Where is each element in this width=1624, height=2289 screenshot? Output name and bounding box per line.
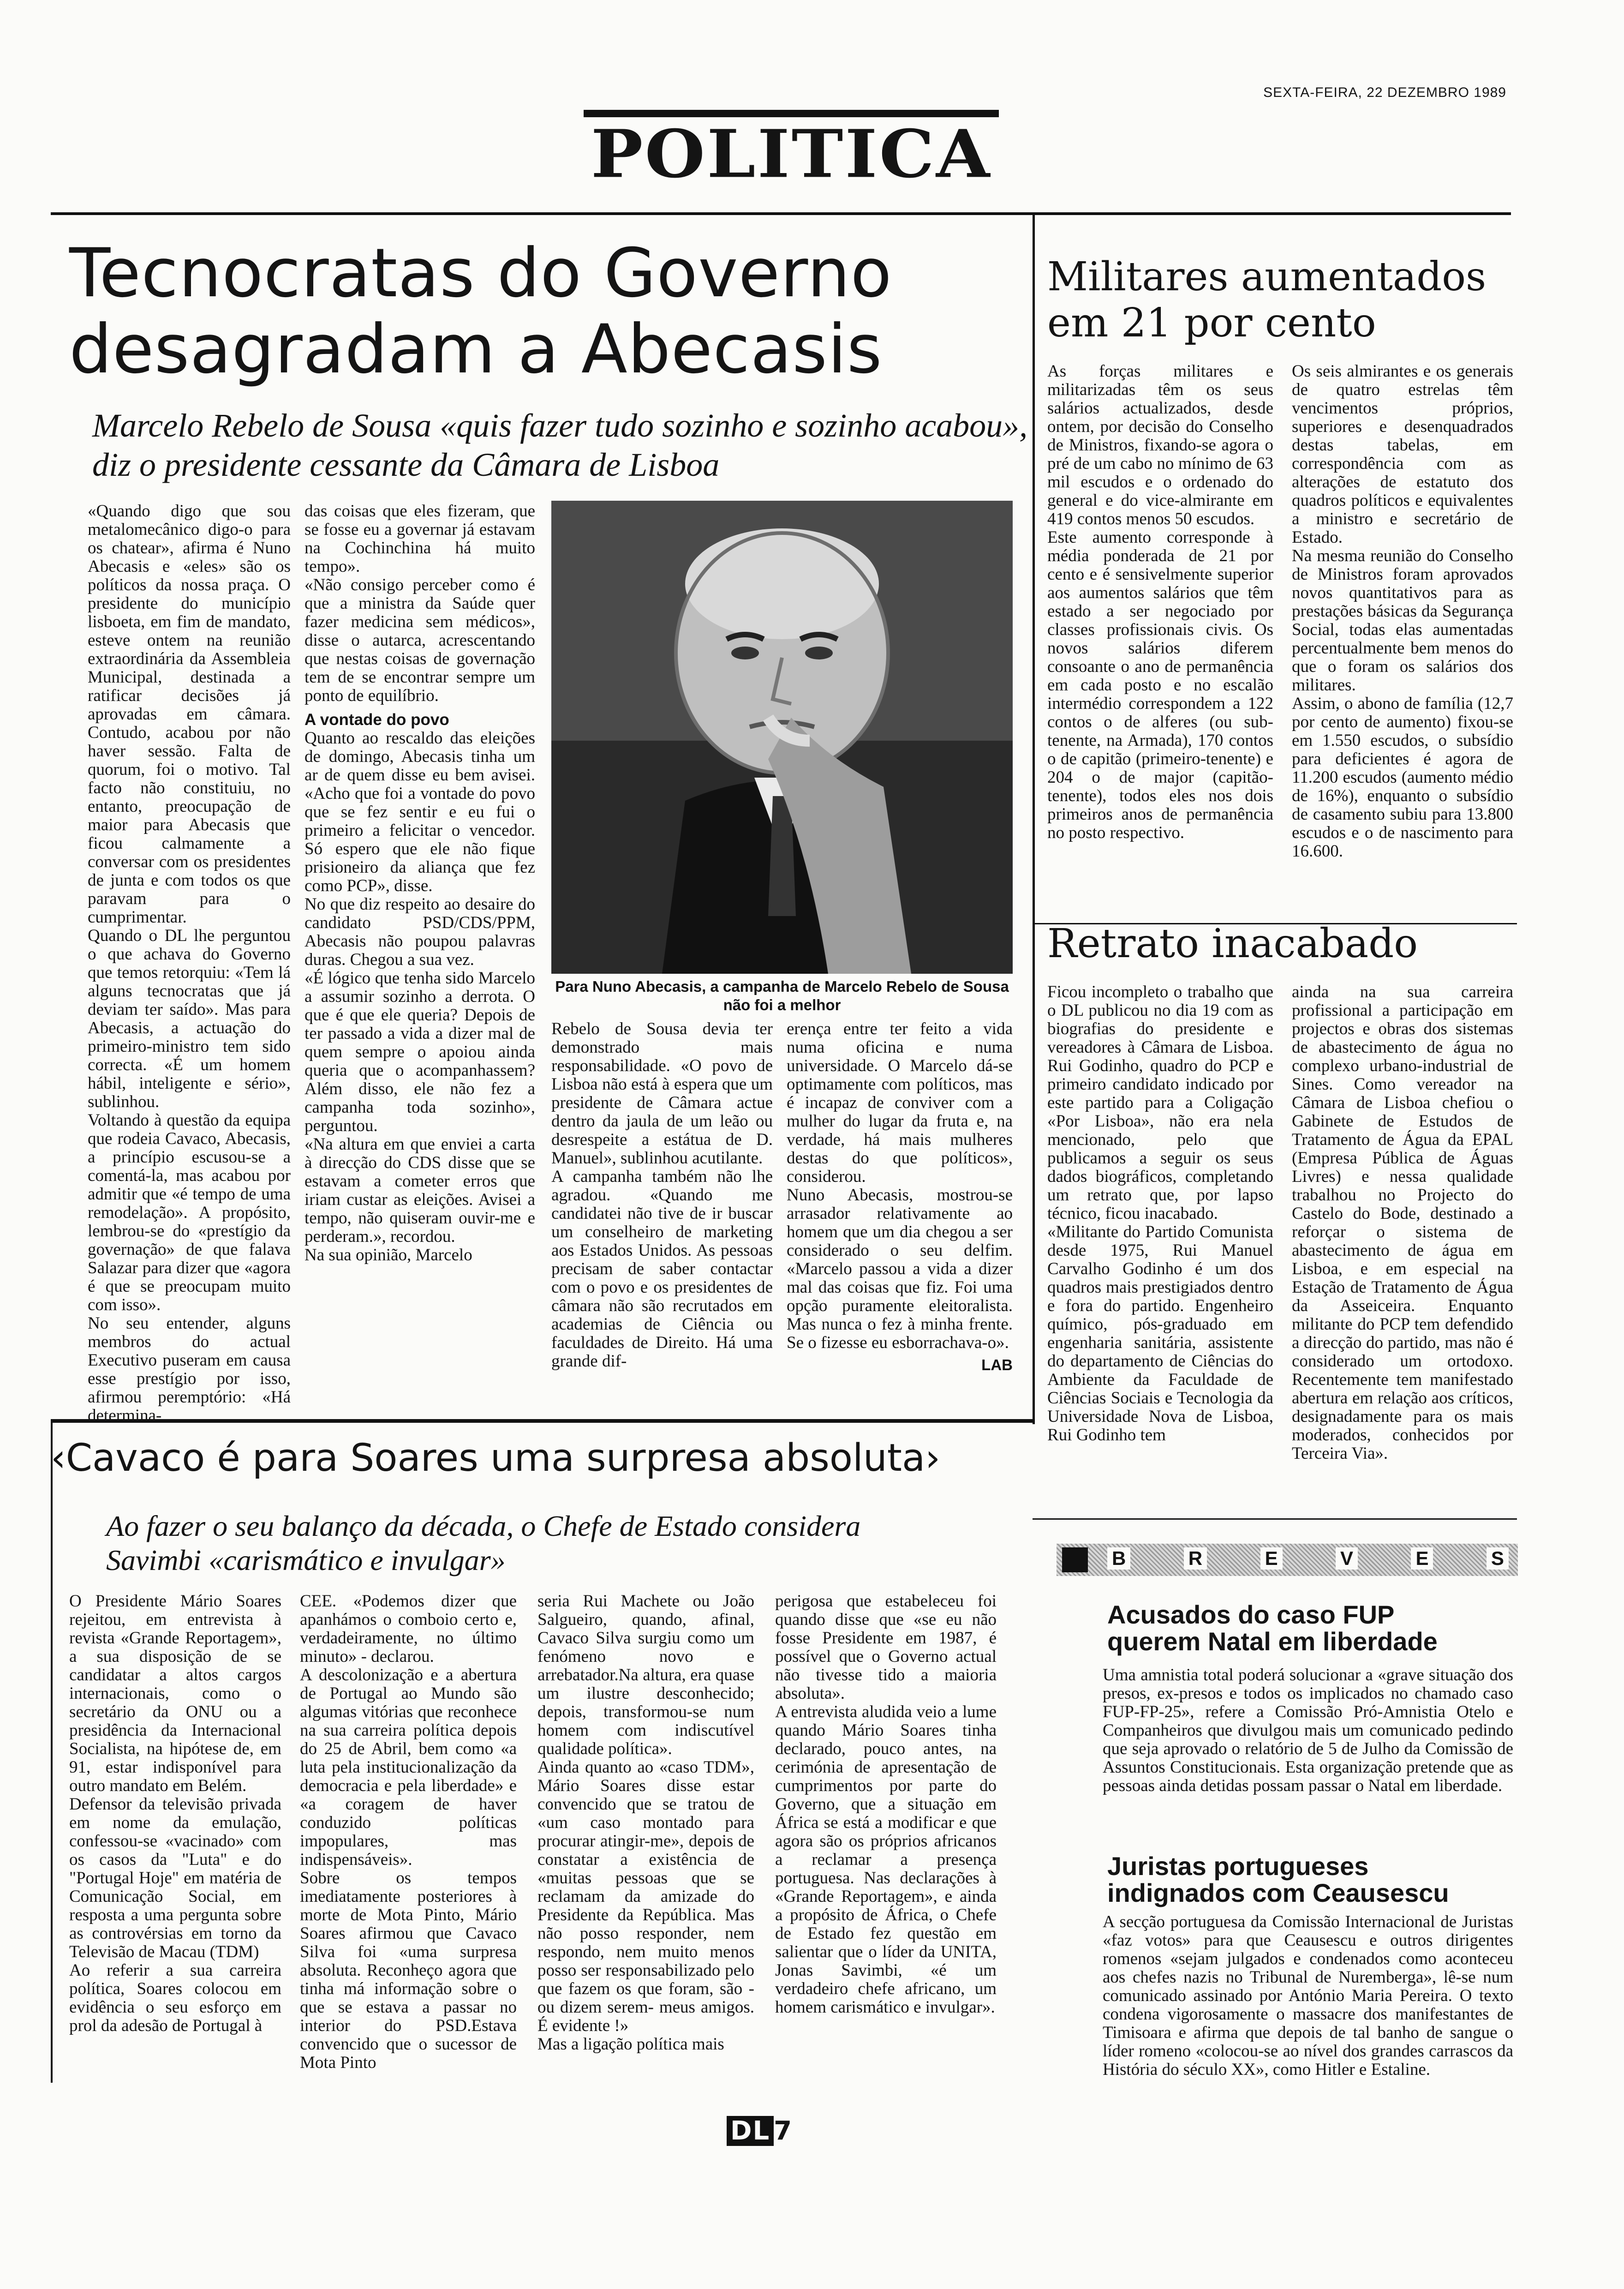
main-subheadline: Marcelo Rebelo de Sousa «quis fazer tudo sozinho e sozinho acabou», diz o presidente cessante da Câmara de Lisboa [92, 407, 1028, 483]
retrato-headline: Retrato inacabado [1047, 921, 1418, 967]
retrato-column-2: ainda na sua carreira profissional a participação em projectos e obras dos sistemas de abastecimento de água no complexo urbano-industrial de Sines. Como vereador na Câmara de Lisboa chefiou o Gabinete de Estudos de Tratamento de Água da EPAL (Empresa Pública de Águas Livres) e nessa qualidade trabalhou no Projecto do Castelo do Bode, destinado a reforçar o sistema de abastecimento de água em Lisboa, e em especial na Estação de Tratamento de Água da Asseiceira. Enquanto militante do PCP tem defendido a direcção do partido, mas não é considerado um ortodoxo. Recentemente tem manifestado abertura em relação aos críticos, designadamente para os mais moderados, conhecidos por Terceira Via». [1292, 983, 1513, 1463]
breve-2-body: A secção portuguesa da Comissão Internacional de Juristas «faz votos» para que Ceausescu e outros dirigentes romenos «sejam julgados e condenados como aconteceu aos chefes nazis no Tribunal de Nuremberga», lê-se num comunicado assinado por António Maria Pereira. O texto condena vigorosamente o massacre dos manifestantes de Timisoara e afirma que depois de tal banho de sangue o líder romeno «colocou-se ao nível dos grandes carrascos da História do século XX», como Hitler e Estaline. [1103, 1912, 1513, 2079]
breves-letter: V [1336, 1547, 1358, 1570]
breve-1-headline: Acusados do caso FUP querem Natal em liberdade [1107, 1600, 1438, 1656]
page-number: 7 [774, 2116, 792, 2146]
cavaco-column-4: perigosa que estabeleceu foi quando disse que «se eu não fosse Presidente em 1987, é possível que o Governo actual não tivesse tido a maioria absoluta». A entrevista aludida veio a lume quando Mário Soares tinha declarado, pouco antes, na cerimónia de apresentação de cumprimentos por parte do Governo, que a situação em África se está a modificar e que agora são os próprios africanos a reclamar a presença portuguesa. Nas declarações à «Grande Reportagem», e ainda a propósito de África, o Chefe de Estado fez questão em salientar que o líder da UNITA, Jonas Savimbi, «é um verdadeiro chefe africano, um homem carismático e invulgar». [775, 1592, 997, 2017]
date-line: SEXTA-FEIRA, 22 DEZEMBRO 1989 [1263, 85, 1506, 100]
breves-letter: S [1487, 1547, 1509, 1570]
main-column-2-text-a: das coisas que eles fizeram, que se fosse eu a governar já estavam na Cochinchina há muito tempo». «Não consigo perceber como é que a ministra da Saúde quer fazer medicina sem médicos», disse o autarca, acrescentando que nestas coisas de governação tem de se encontrar sempre um ponto de equilíbrio. [304, 502, 535, 705]
section-title: POLITICA [591, 115, 992, 193]
main-article-column-2 [304, 502, 535, 1264]
portrait-image [551, 501, 1013, 974]
breve-1-body: Uma amnistia total poderá solucionar a «grave situação dos presos, ex-presos e todos os implicados no chamado caso FUP-FP-25», refere a Comissão Pró-Amnistia Otelo e Companheiros que divulgou mais um comunicado pedindo que seja aprovado o relatório de 5 de Julho da Comissão de Assuntos Constitucionais. Esta organização pretende que as pessoas ainda detidas possam passar o Natal em liberdade. [1103, 1666, 1513, 1795]
cavaco-column-2: CEE. «Podemos dizer que apanhámos o comboio certo e, verdadeiramente, no último minuto» - declarou. A descolonização e a abertura de Portugal ao Mundo são algumas vitórias que reconhece na sua carreira política depois do 25 de Abril, bem como «a luta pela institucionalização da democracia e pela liberdade» e «a coragem de haver conduzido políticas impopulares, mas indispensáveis». Sobre os tempos imediatamente posteriores à morte de Mota Pinto, Mário Soares afirmou que Cavaco Silva foi «uma surpresa absoluta. Reconheço agora que tinha má informação sobre o que se estava a passar no interior do PSD.Estava convencido que o sucessor de Mota Pinto [300, 1592, 517, 2072]
abecasis-photo [551, 501, 1013, 974]
cavaco-column-1: O Presidente Mário Soares rejeitou, em entrevista à revista «Grande Reportagem», a sua disposição de se candidatar a altos cargos internacionais, como o secretário da ONU ou a presidência da Internacional Socialista, na hipótese de, em 91, estar indisponível para outro mandato em Belém. Defensor da televisão privada em nome da emulação, confessou-se «vacinado» com os casos da "Luta" e do "Portugal Hoje" em matéria de Comunicação Social, em resposta a uma pergunta sobre as controvérsias em torno da Televisão de Macau (TDM) Ao referir a sua carreira política, Soares colocou em evidência o seu esforço em prol da adesão de Portugal à [69, 1592, 281, 2035]
retrato-column-1: Ficou incompleto o trabalho que o DL publicou no dia 19 com as biografias do presidente e vereadores à Câmara de Lisboa. Rui Godinho, quadro do PCP e primeiro candidato indicado por este partido para a Coligação «Por Lisboa», não era nela mencionado, pelo que publicamos a seguir os seus dados biográficos, completando um retrato que, por lapso técnico, ficou inacabado. «Militante do Partido Comunista desde 1975, Rui Manuel Carvalho Godinho é um dos quadros mais prestigiados dentro e fora do partido. Engenheiro químico, pós-graduado em engenharia sanitária, assistente do departamento de Ciências do Ambiente da Faculdade de Ciências Sociais e Tecnologia da Universidade Nova de Lisboa, Rui Godinho tem [1047, 983, 1273, 1444]
cavaco-column-3: seria Rui Machete ou João Salgueiro, quando, afinal, Cavaco Silva surgiu como um fenómeno novo e arrebatador.Na altura, era quase um ilustre desconhecido; depois, transformou-se num homem com indiscutível qualidade política». Ainda quanto ao «caso TDM», Mário Soares disse estar convencido que se tratou de «um caso montado para procurar atingir-me», depois de constatar a existência de «muitas pessoas que se reclamam da amizade do Presidente da República. Mas não posso responder, nem respondo, nem muito menos posso ser responsabilizado pelo que fazem os que foram, são -ou dizem serem- meus amigos. É evidente !» Mas a ligação política mais [537, 1592, 754, 2054]
breves-letter: R [1184, 1547, 1207, 1570]
main-article-column-1: «Quando digo que sou metalomecânico digo-o para os chatear», afirma é Nuno Abecasis e «eles» são os políticos da nossa praça. O presidente do município lisboeta, em fim de mandato, esteve ontem na reunião extraordinária da Assembleia Municipal, destinada a ratificar decisões já aprovadas em câmara. Contudo, acabou por não haver sessão. Falta de quorum, foi o motivo. Tal facto não constituiu, no entanto, preocupação de maior para Abecasis que ficou calmamente a conversar com os presidentes de junta e com todos os que paravam para o cumprimentar. Quando o DL lhe perguntou o que achava do Governo que temos retorquiu: «Tem lá alguns tecnocratas que já deviam ter saído». Mas para Abecasis, a actuação do primeiro-ministro tem sido correcta. «É um homem hábil, inteligente e sério», sublinhou. Voltando à questão da equipa que rodeia Cavaco, Abecasis, a princípio escusou-se a comentá-la, mas acabou por admitir que «é tempo de uma remodelação». A propósito, lembrou-se do «prestígio da governação» de que falava Salazar para dizer que «agora é que se preocupam muito com isso». No seu entender, alguns membros do actual Executivo puseram em causa esse prestígio por isso, afirmou peremptório: «Há determina- [88, 502, 291, 1425]
right-column-bottom-rule [1033, 1518, 1517, 1520]
breves-title [1107, 1547, 1509, 1570]
main-headline: Tecnocratas do Governo desagradam a Abecasis [69, 234, 892, 389]
breves-banner [1057, 1544, 1518, 1576]
cavaco-side-rule [51, 1423, 53, 2083]
breves-marker [1062, 1547, 1088, 1572]
photo-caption: Para Nuno Abecasis, a campanha de Marcelo Rebelo de Sousa não foi a melhor [555, 978, 1009, 1013]
militares-column-1: As forças militares e militarizadas têm os seus salários actualizados, desde ontem, por decisão do Conselho de Ministros, fixando-se agora o pré de um cabo no mínimo de 63 mil escudos e o ordenado do general e do vice-almirante em 419 contos menos 50 escudos. Este aumento corresponde à média ponderada de 21 por cento e é sensivelmente superior aos aumentos salários que têm estado a ser negociado por classes profissionais civis. Os novos salários diferem consoante o ano de permanência em cada posto e no escalão intermédio correspondem a 122 contos o de alferes (ou sub-tenente, na Armada), 170 contos o de capitão (primeiro-tenente) e 204 o de major (capitão-tenente), todos eles nos dois primeiros anos de permanência no posto respectivo. [1047, 362, 1273, 842]
militares-headline: Militares aumentados em 21 por cento [1047, 254, 1487, 346]
breves-letter: E [1411, 1547, 1433, 1570]
breves-letter: E [1260, 1547, 1283, 1570]
main-article-column-3: Rebelo de Sousa devia ter demonstrado mais responsabilidade. «O povo de Lisboa não está à espera que um presidente de Câmara actue dentro da jaula de um leão ou desrespeite a estátua de D. Manuel», sublinhou acutilante. A campanha também não lhe agradou. «Quando me candidatei não tive de ir buscar um conselheiro de marketing aos Estados Unidos. As pessoas precisam de saber contactar com o povo e os presidentes de câmara não são recrutados em academias de Ciência ou faculdades de Direito. Há uma grande dif- [551, 1019, 773, 1371]
militares-column-2: Os seis almirantes e os generais de quatro estrelas têm vencimentos próprios, superiores e desenquadrados destas tabelas, em correspondência com as alterações de estatuto dos quadros políticos e equivalentes a ministro e secretário de Estado. Na mesma reunião do Conselho de Ministros foram aprovados novos quantitativos para as prestações básicas da Segurança Social, todas elas aumentadas percentualmente bem menos do que o foram os salários dos militares. Assim, o abono de família (12,7 por cento de aumento) fixou-se em 1.550 escudos, o subsídio para deficientes é agora de 11.200 escudos (aumento médio de 16%), enquanto o subsídio de casamento subiu para 13.800 escudos e o de nascimento para 16.600. [1292, 362, 1513, 861]
cavaco-headline: ‹Cavaco é para Soares uma surpresa absoluta› [51, 1436, 941, 1480]
top-rule [51, 212, 1511, 215]
dl-logo: DL [727, 2116, 774, 2146]
author-signature: LAB [981, 1356, 1013, 1373]
main-intertitle: A vontade do povo [304, 711, 449, 729]
main-article-column-4 [787, 1020, 1013, 1374]
breve-2-headline: Juristas portugueses indignados com Ceausescu [1107, 1852, 1449, 1907]
cavaco-subheadline: Ao fazer o seu balanço da década, o Chefe de Estado considera Savimbi «carismático e invulgar» [106, 1510, 861, 1576]
breves-letter: B [1107, 1547, 1130, 1570]
main-column-2-text-b: Quanto ao rescaldo das eleições de domingo, Abecasis tinha um ar de quem disse eu bem avisei. «Acho que foi a vontade do povo que se fez sentir e eu fui o primeiro a felicitar o vencedor. Só espero que ele não fique prisioneiro da aliança que fez como PCP», disse. No que diz respeito ao desaire do candidato PSD/CDS/PPM, Abecasis não poupou palavras duras. Chegou a sua vez. «É lógico que tenha sido Marcelo a assumir sozinho a derrota. O que é que ele queria? Depois de ter passado a vida a dizer mal de quem sempre o apoiou ainda queria que o acompanhassem? Além disso, ele não fez a campanha toda sozinho», perguntou. «Na altura em que enviei a carta à direcção do CDS disse que se estavam a cometer erros que iriam custar as eleições. Avisei a tempo, não quiseram ouvir-me e perderam.», recordou. Na sua opinião, Marcelo [304, 729, 535, 1264]
section-banner [584, 110, 999, 191]
main-column-4-text: erença entre ter feito a vida numa oficina e numa universidade. O Marcelo dá-se optimamente com políticos, mas é incapaz de conviver com a mulher do lugar da fruta e, na verdade, há mais mulheres destas do que políticos», considerou. Nuno Abecasis, mostrou-se arrasador relativamente ao homem que um dia chegou a ser considerado o seu delfim. «Marcelo passou a vida a dizer mal das coisas que fiz. Foi uma opção puramente eleitoralista. Mas nunca o fez à minha frente. Se o fizesse eu esborrachava-o». [787, 1019, 1013, 1352]
page-footer [727, 2116, 792, 2146]
vertical-rule [1033, 215, 1035, 1424]
